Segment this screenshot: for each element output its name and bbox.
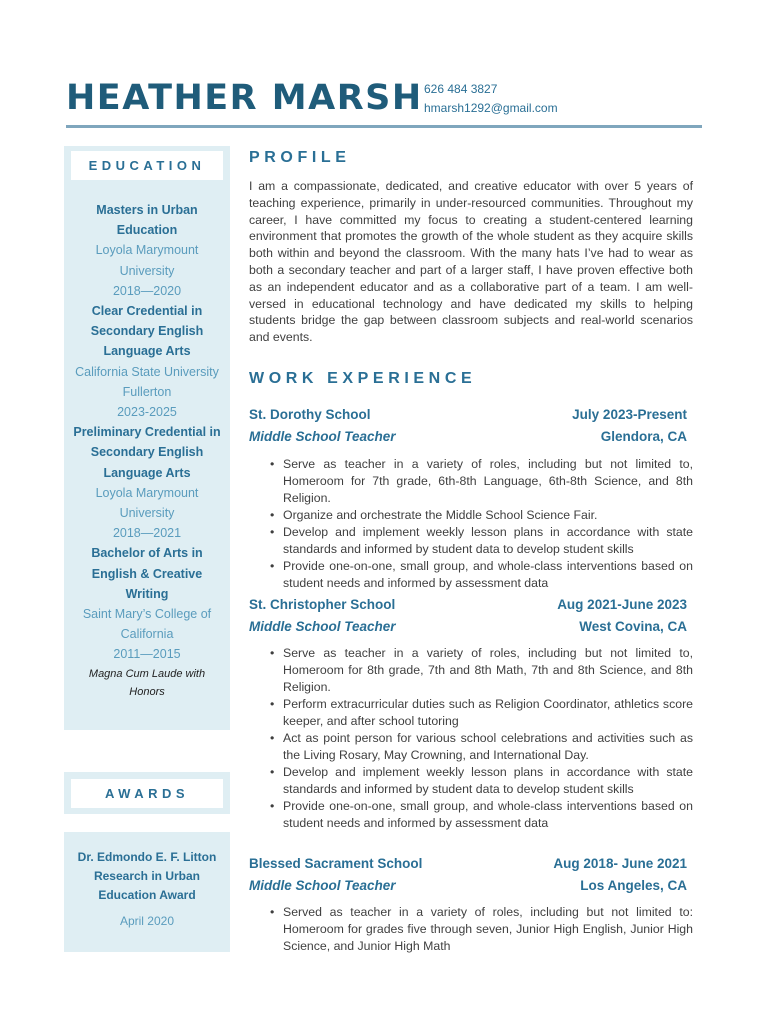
school: Loyola Marymount University [95, 485, 199, 521]
duty-item: • Provide one-on-one, small group, and whole-class interventions based on student needs and informed by assessment data [269, 558, 693, 592]
job-duties [269, 456, 693, 592]
degree: Clear Credential in Secondary English Language Arts [90, 304, 204, 359]
education-entry [72, 301, 222, 422]
duty-item: • Provide one-on-one, small group, and whole-class interventions based on student needs and informed by assessment data [269, 798, 693, 832]
years: 2023-2025 [117, 405, 177, 420]
school: California State University Fullerton [75, 364, 219, 399]
award-name: Dr. Edmondo E. F. Litton Research in Urban Education Award [77, 850, 217, 902]
job-location: Glendora, CA [600, 428, 687, 444]
email-address: hmarsh1292@gmail.com [424, 101, 558, 115]
header-divider [66, 125, 702, 128]
job-duties [269, 904, 693, 955]
years: 2018—2021 [112, 526, 182, 541]
job-school: Blessed Sacrament School [249, 855, 423, 871]
phone-number: 626 484 3827 [424, 82, 498, 96]
job-location: West Covina, CA [579, 618, 687, 634]
job-role: Middle School Teacher [249, 618, 396, 634]
awards-header-panel [64, 772, 230, 814]
work-experience-title: WORK EXPERIENCE [249, 370, 477, 387]
job-location: Los Angeles, CA [580, 877, 687, 893]
job-dates: Aug 2021-June 2023 [557, 596, 687, 612]
job-dates: July 2023-Present [572, 406, 687, 422]
duty-item: • Perform extracurricular duties such as Religion Coordinator, athletics score keeper, and after school tutoring [269, 696, 693, 730]
duty-item: • Serve as teacher in a variety of roles, including but not limited to, Homeroom for 8th grade, 7th and 8th Math, 7th and 8th Science, and 8th Religion. [269, 645, 693, 696]
job-dates: Aug 2018- June 2021 [553, 855, 687, 871]
years: 2018—2020 [112, 283, 182, 298]
job-school: St. Dorothy School [249, 406, 371, 422]
awards-title: AWARDS [71, 779, 223, 808]
job-entry [249, 403, 693, 590]
school: Loyola Marymount University [95, 243, 199, 278]
job-entry [249, 852, 693, 953]
job-role: Middle School Teacher [249, 877, 396, 893]
duty-item: • Develop and implement weekly lesson plans in accordance with state standards and informed by student data to develop student skills [269, 524, 693, 558]
profile-text: I am a compassionate, dedicated, and creative educator with over 5 years of teaching experience, primarily in under-resourced communities. Throughout my career, I have committed my focus to creating a student-centered learning environment that promotes the growth of the whole student as they acquire skills both within and beyond the classroom. With the many hats I’ve had to wear as both a secondary teacher and part of a larger staff, I have proven effective both as an independent educator and as a collaborative part of a team. I am well-versed in educational technology and have dedicated my skills to helping students bridge the gap between classroom subjects and real-world scenarios and events. [249, 179, 693, 345]
duty-item: • Served as teacher in a variety of roles, including but not limited to: Homeroom for grades five through seven, Junior High English, Junior High Science, and Junior High Math [269, 904, 693, 955]
award-panel [64, 832, 230, 952]
education-list [72, 200, 222, 701]
job-role: Middle School Teacher [249, 428, 396, 444]
degree: Bachelor of Arts in English & Creative Writing [91, 546, 203, 601]
education-entry [72, 422, 222, 543]
degree: Masters in Urban Education [96, 203, 198, 238]
award-entry [68, 848, 226, 928]
award-date: April 2020 [119, 914, 175, 928]
education-entry [72, 543, 222, 700]
school: Saint Mary’s College of California [82, 607, 212, 642]
honors: Magna Cum Laude with Honors [88, 667, 206, 698]
education-title: EDUCATION [71, 151, 223, 180]
duty-item: • Organize and orchestrate the Middle School Science Fair. [269, 507, 693, 524]
years: 2011—2015 [113, 647, 181, 662]
duty-item: • Serve as teacher in a variety of roles, including but not limited to, Homeroom for 7th grade, 6th-8th Language, 6th-8th Science, and 8th Religion. [269, 456, 693, 507]
job-duties [269, 645, 693, 832]
resume-name: HEATHER MARSH [66, 78, 423, 118]
degree: Preliminary Credential in Secondary English Language Arts [73, 425, 221, 480]
profile-title: PROFILE [249, 149, 351, 166]
job-entry [249, 593, 693, 830]
education-panel [64, 146, 230, 730]
duty-item: • Develop and implement weekly lesson plans in accordance with state standards and informed by student data to develop student skills [269, 764, 693, 798]
education-entry [72, 200, 222, 301]
contact-info [424, 80, 558, 118]
duty-item: • Act as point person for various school celebrations and activities such as the Living Rosary, May Crowning, and International Day. [269, 730, 693, 764]
job-school: St. Christopher School [249, 596, 396, 612]
